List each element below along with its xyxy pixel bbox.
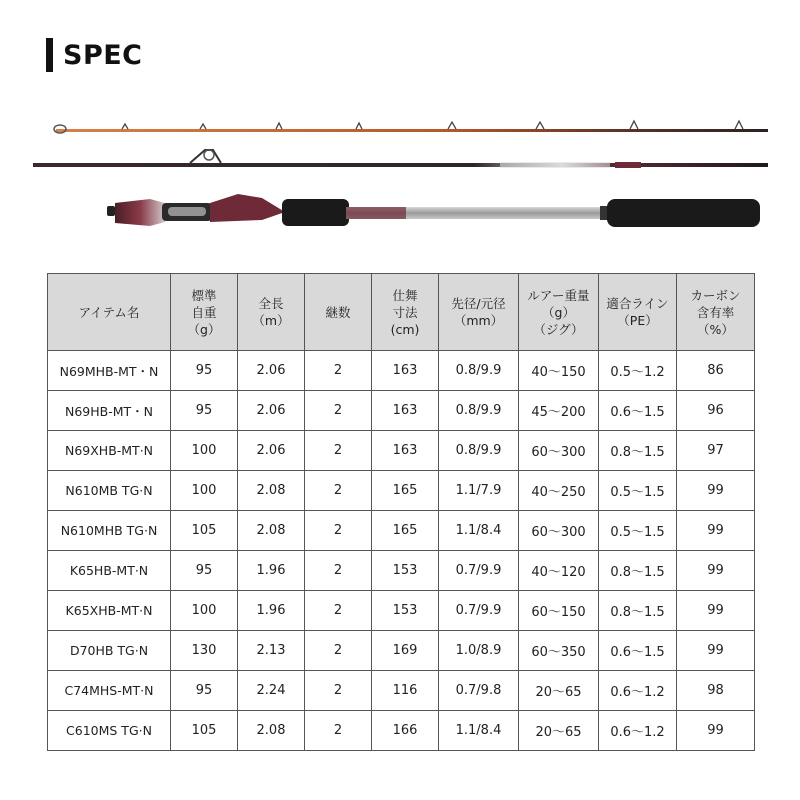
cell-length: 2.06 [238,431,305,471]
table-row [48,631,755,671]
col-header-length: 全長 （m） [238,274,305,351]
cell-closed-length: 163 [372,391,439,431]
cell-closed-length: 153 [372,551,439,591]
cell-diameter: 0.7/9.8 [439,671,519,711]
cell-item-name: N69XHB-MT·N [48,431,171,471]
cell-pieces: 2 [305,431,372,471]
cell-pieces: 2 [305,391,372,431]
table-row [48,511,755,551]
rod-illustration [0,100,800,240]
table-row [48,551,755,591]
rod-handle-section [107,194,760,227]
cell-carbon: 98 [677,671,755,711]
cell-length: 2.06 [238,391,305,431]
cell-length: 2.08 [238,511,305,551]
col-header-closed-length: 仕舞 寸法 (cm) [372,274,439,351]
col-header-lure-weight: ルアー重量 （g） （ジグ） [519,274,599,351]
cell-item-name: C74MHS-MT·N [48,671,171,711]
cell-diameter: 0.7/9.9 [439,551,519,591]
cell-item-name: N69HB-MT・N [48,391,171,431]
cell-pieces: 2 [305,591,372,631]
cell-diameter: 0.8/9.9 [439,391,519,431]
cell-carbon: 99 [677,631,755,671]
cell-closed-length: 163 [372,431,439,471]
cell-pieces: 2 [305,551,372,591]
table-row [48,671,755,711]
cell-carbon: 99 [677,551,755,591]
cell-length: 2.24 [238,671,305,711]
cell-closed-length: 165 [372,471,439,511]
cell-item-name: C610MS TG·N [48,711,171,751]
cell-length: 2.08 [238,471,305,511]
cell-carbon: 99 [677,711,755,751]
header-row [48,274,755,351]
cell-weight: 130 [171,631,238,671]
cell-lure-weight: 40～150 [519,351,599,391]
cell-line: 0.5～1.2 [599,351,677,391]
cell-line: 0.5～1.5 [599,511,677,551]
cell-diameter: 0.8/9.9 [439,431,519,471]
cell-length: 2.06 [238,351,305,391]
cell-diameter: 0.8/9.9 [439,351,519,391]
col-header-item-name: アイテム名 [48,274,171,351]
cell-weight: 100 [171,471,238,511]
col-header-diameter: 先径/元径 （mm） [439,274,519,351]
cell-lure-weight: 40～120 [519,551,599,591]
cell-length: 2.08 [238,711,305,751]
cell-diameter: 1.1/8.4 [439,711,519,751]
col-header-line: 適合ライン （PE） [599,274,677,351]
spec-heading [46,38,143,72]
cell-item-name: D70HB TG·N [48,631,171,671]
cell-weight: 100 [171,591,238,631]
cell-item-name: K65XHB-MT·N [48,591,171,631]
cell-pieces: 2 [305,351,372,391]
table-row [48,391,755,431]
heading-accent-bar [46,38,53,72]
cell-carbon: 86 [677,351,755,391]
page-title: SPEC [63,39,143,71]
cell-carbon: 99 [677,471,755,511]
spec-table [47,273,755,751]
cell-weight: 105 [171,711,238,751]
cell-carbon: 97 [677,431,755,471]
cell-diameter: 1.1/7.9 [439,471,519,511]
cell-closed-length: 153 [372,591,439,631]
cell-weight: 95 [171,391,238,431]
cell-pieces: 2 [305,671,372,711]
cell-weight: 100 [171,431,238,471]
table-row [48,711,755,751]
stripper-guide [190,150,221,163]
rod-butt-section [33,150,768,168]
table-row [48,471,755,511]
cell-item-name: N610MB TG·N [48,471,171,511]
cell-line: 0.8～1.5 [599,551,677,591]
cell-line: 0.5～1.5 [599,471,677,511]
cell-lure-weight: 40～250 [519,471,599,511]
table-row [48,431,755,471]
cell-closed-length: 169 [372,631,439,671]
cell-lure-weight: 60～350 [519,631,599,671]
cell-length: 1.96 [238,551,305,591]
cell-line: 0.8～1.5 [599,431,677,471]
cell-carbon: 96 [677,391,755,431]
cell-carbon: 99 [677,591,755,631]
cell-lure-weight: 60～150 [519,591,599,631]
line-guides [122,121,743,129]
rod-tip-section [54,121,768,133]
col-header-pieces: 継数 [305,274,372,351]
cell-length: 2.13 [238,631,305,671]
cell-line: 0.6～1.5 [599,391,677,431]
spec-table-body [48,351,755,751]
cell-length: 1.96 [238,591,305,631]
cell-lure-weight: 60～300 [519,511,599,551]
table-row [48,351,755,391]
cell-item-name: N610MHB TG·N [48,511,171,551]
cell-pieces: 2 [305,631,372,671]
table-row [48,591,755,631]
cell-line: 0.6～1.2 [599,671,677,711]
col-header-weight: 標準 自重 （g） [171,274,238,351]
cell-line: 0.8～1.5 [599,591,677,631]
cell-diameter: 1.0/8.9 [439,631,519,671]
cell-line: 0.6～1.5 [599,631,677,671]
cell-diameter: 1.1/8.4 [439,511,519,551]
cell-weight: 95 [171,671,238,711]
spec-table-header [48,274,755,351]
cell-carbon: 99 [677,511,755,551]
cell-diameter: 0.7/9.9 [439,591,519,631]
cell-weight: 105 [171,511,238,551]
cell-pieces: 2 [305,511,372,551]
cell-lure-weight: 20～65 [519,671,599,711]
cell-weight: 95 [171,351,238,391]
cell-item-name: K65HB-MT·N [48,551,171,591]
cell-pieces: 2 [305,471,372,511]
cell-pieces: 2 [305,711,372,751]
col-header-carbon: カーボン 含有率 （%） [677,274,755,351]
cell-closed-length: 166 [372,711,439,751]
cell-closed-length: 116 [372,671,439,711]
cell-closed-length: 165 [372,511,439,551]
cell-lure-weight: 60～300 [519,431,599,471]
cell-weight: 95 [171,551,238,591]
cell-lure-weight: 45～200 [519,391,599,431]
cell-item-name: N69MHB-MT・N [48,351,171,391]
cell-line: 0.6～1.2 [599,711,677,751]
cell-lure-weight: 20～65 [519,711,599,751]
cell-closed-length: 163 [372,351,439,391]
